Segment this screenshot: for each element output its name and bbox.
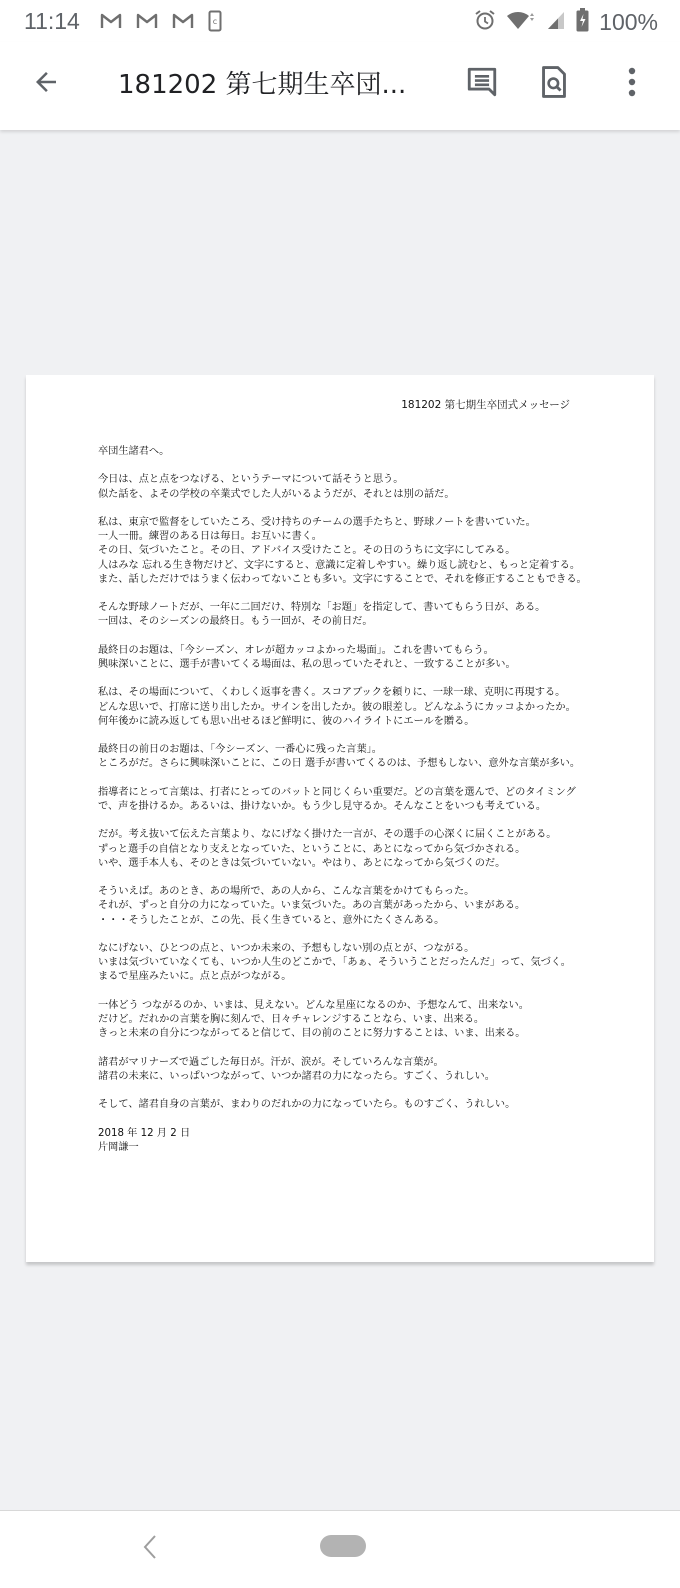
battery-percent: 100%: [599, 8, 658, 35]
text-line: ・・・そうしたことが、この先、長く生きていると、意外にたくさんある。: [98, 914, 445, 926]
page-header: 181202 第七期生卒団式メッセージ: [401, 399, 570, 411]
text-line: 似た話を、よその学校の卒業式でした人がいるようだが、それとは別の話だ。: [98, 488, 455, 500]
paragraph: [98, 828, 598, 871]
text-line: そして、諸君自身の言葉が、まわりのだれかの力になっていたら。ものすごく、うれしい。: [98, 1099, 516, 1111]
arrow-back-icon: [31, 67, 61, 101]
salutation: [98, 445, 598, 459]
paragraph: [98, 686, 598, 729]
salutation-text: 卒団生諸君へ。: [98, 446, 170, 457]
home-pill-icon[interactable]: [320, 1535, 366, 1557]
app-bar: [0, 42, 680, 130]
text-line: ところがだ。さらに興味深いことに、この日 選手が書いてくるのは、予想もしない、意外な言葉が多い。: [98, 758, 581, 770]
battery-charging-icon: [576, 8, 589, 36]
text-line: また、話しただけではうまく伝わってないことも多い。文字にすることで、それを修正することもできる。: [98, 573, 587, 585]
status-bar: [0, 0, 680, 42]
nav-back-button[interactable]: [138, 1529, 162, 1569]
paragraph: [98, 473, 598, 501]
document-author: 片岡謙一: [98, 1141, 139, 1153]
alarm-icon: [474, 9, 496, 35]
system-nav-bar: [0, 1510, 680, 1588]
document-title: 181202 第七期生卒団...: [118, 70, 407, 100]
cell-signal-icon: [546, 10, 566, 34]
gmail-icon: [172, 12, 194, 34]
document-date: 2018 年 12 月 2 日: [98, 1127, 191, 1139]
document-body: [98, 445, 598, 1155]
text-line: 指導者にとって言葉は、打者にとってのバットと同じくらい重要だ。どの言葉を選んで、どのタイミング: [98, 786, 576, 798]
comments-button[interactable]: [460, 62, 504, 106]
paragraph: [98, 1056, 598, 1084]
text-line: 一体どう つながるのか、いまは、見えない。どんな星座になるのか、予想なんて、出来ない。: [98, 999, 529, 1011]
text-line: だけど。だれかの言葉を胸に刻んで、日々チャレンジすることなら、いま、出来る。: [98, 1013, 485, 1025]
paragraph: [98, 516, 598, 587]
find-in-document-button[interactable]: [532, 62, 576, 106]
more-vert-icon: [627, 66, 637, 102]
gmail-icon: [136, 12, 158, 34]
text-line: そういえば。あのとき、あの場所で、あの人から、こんな言葉をかけてもらった。: [98, 886, 475, 898]
svg-text:c: c: [212, 17, 218, 26]
paragraph: [98, 601, 598, 629]
paragraph: [98, 743, 598, 771]
text-line: いや、選手本人も、そのときは気づいていない。やはり、あとになってから気づくのだ。: [98, 857, 506, 869]
signature-block: [98, 1127, 598, 1155]
text-line: その日、気づいたこと。その日、アドバイス受けたこと。その日のうちに文字にしてみる。: [98, 545, 516, 557]
text-line: 一人一冊。練習のある日は毎日。お互いに書く。: [98, 531, 322, 543]
gmail-icon: [100, 12, 122, 34]
text-line: 興味深いことに、選手が書いてくる場面は、私の思っていたそれと、一致することが多い。: [98, 658, 516, 670]
text-line: で、声を掛けるか。あるいは、掛けないか。もう少し見守るか。そんなことをいつも考えている。: [98, 800, 547, 812]
paragraph: [98, 942, 598, 985]
text-line: きっと未来の自分につながってると信じて、目の前のことに努力することは、いま、出来る。: [98, 1028, 526, 1040]
paragraph: [98, 644, 598, 672]
text-line: どんな思いで、打席に送り出したか。サインを出したか。彼の眼差し。どんなふうにカッコよかったか。: [98, 701, 576, 713]
paragraph: [98, 999, 598, 1042]
system-icons: [474, 8, 658, 36]
text-line: それが、ずっと自分の力になっていた。いま気づいた。あの言葉があったから、いまがある。: [98, 900, 526, 912]
find-in-page-icon: [538, 65, 570, 103]
paragraph: [98, 885, 598, 928]
text-line: いまは気づいていなくても、いつか人生のどこかで、「あぁ、そういうことだったんだ」って、気づく。: [98, 957, 571, 969]
paragraph: [98, 786, 598, 814]
text-line: 何年後かに読み返しても思い出せるほど鮮明に、彼のハイライトにエールを贈る。: [98, 715, 475, 727]
wifi-icon: [506, 9, 536, 35]
text-line: 最終日のお題は、「今シーズン、オレが超カッコよかった場面」。これを書いてもらう。: [98, 644, 494, 656]
paragraph: [98, 1098, 598, 1112]
more-options-button[interactable]: [610, 62, 654, 106]
text-line: 一回は、そのシーズンの最終日。もう一回が、その前日だ。: [98, 616, 373, 628]
text-line: なにげない、ひとつの点と、いつか未来の、予想もしない別の点とが、つながる。: [98, 942, 475, 954]
text-line: 諸君がマリナーズで過ごした毎日が。汗が、涙が。そしていろんな言葉が。: [98, 1056, 444, 1068]
text-line: 諸君の未来に、いっぱいつながって、いつか諸君の力になったら。すごく、うれしい。: [98, 1070, 495, 1082]
text-line: 今日は、点と点をつなげる、というテーマについて話そうと思う。: [98, 474, 404, 486]
nav-back-icon: [142, 1534, 158, 1564]
notification-icons: [100, 10, 222, 36]
text-line: だが。考え抜いて伝えた言葉より、なにげなく掛けた一言が、その選手の心深くに届くことがある。: [98, 829, 557, 841]
text-line: 私は、東京で監督をしていたころ、受け持ちのチームの選手たちと、野球ノートを書いていた。: [98, 516, 536, 528]
back-button[interactable]: [24, 62, 68, 106]
text-line: 人はみな 忘れる生き物だけど、文字にすると、意識に定着しやすい。繰り返し読むと、もっと定着する。: [98, 559, 581, 571]
status-time: 11:14: [24, 8, 80, 34]
text-line: 最終日の前日のお題は、「今シーズン、一番心に残った言葉」。: [98, 744, 382, 756]
document-page[interactable]: [26, 375, 654, 1262]
screen-capture-icon: [208, 10, 222, 36]
text-line: まるで星座みたいに。点と点がつながる。: [98, 971, 292, 983]
text-line: ずっと選手の自信となり支えとなっていた、ということに、あとになってから気づかされる。: [98, 843, 526, 855]
comment-icon: [465, 65, 499, 103]
text-line: そんな野球ノートだが、一年に二回だけ、特別な「お題」を指定して、書いてもらう日が、ある。: [98, 602, 546, 614]
text-line: 私は、その場面について、くわしく返事を書く。スコアブックを頼りに、一球一球、克明に再現する。: [98, 687, 566, 699]
